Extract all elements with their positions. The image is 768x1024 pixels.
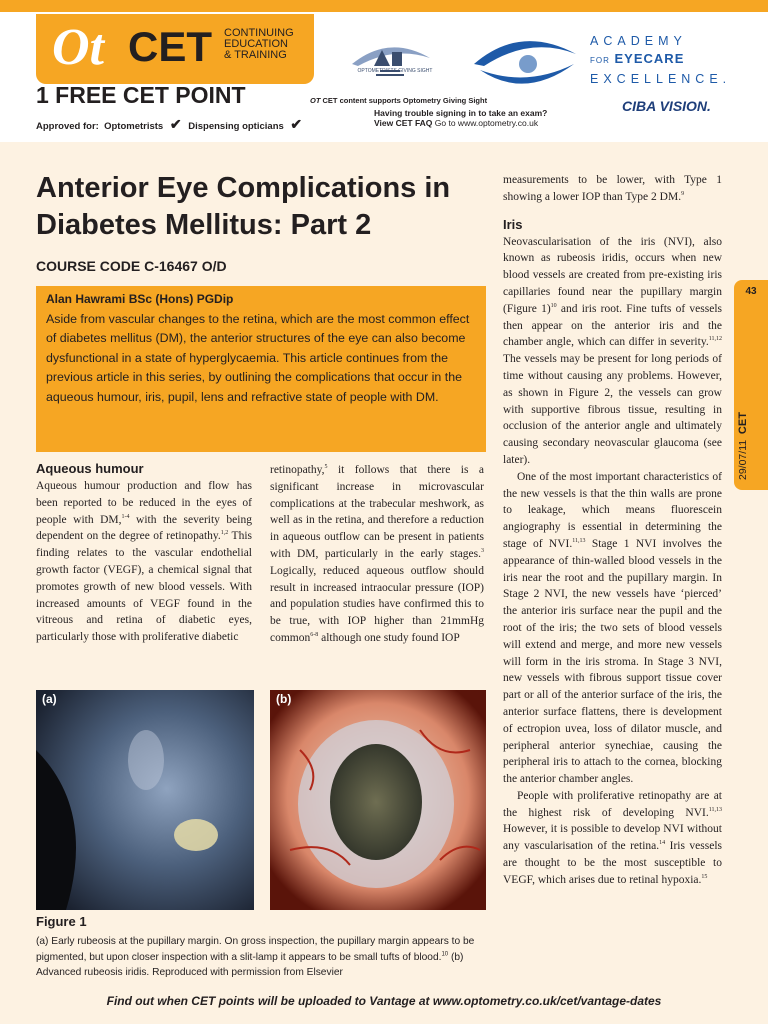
figure-caption: (a) Early rubeosis at the pupillary margin. On gross inspection, the pupillary margin appears to be pigmented, but upon closer inspection with a slit-lamp it appears to be small tufts of blood.$^{10}$ (b) Advanced rubeosis iridis. Reproduced with permission from Elsevier bbox=[36, 936, 475, 978]
iris-photo-a bbox=[36, 690, 254, 910]
faq-link[interactable]: View CET FAQ bbox=[374, 118, 433, 128]
abstract-box bbox=[36, 286, 486, 452]
academy-for: FOR bbox=[590, 56, 610, 65]
checkmark-icon: ✔ bbox=[290, 116, 303, 132]
approved-optometrists: Optometrists bbox=[104, 121, 164, 132]
aop-caption: OPTOMETRISTS GIVING SIGHT bbox=[357, 68, 433, 74]
free-cet-point: 1 FREE CET POINT bbox=[36, 82, 246, 108]
logo-sub-line: CONTINUING bbox=[224, 27, 294, 39]
section-heading-aqueous: Aqueous humour bbox=[36, 461, 144, 476]
logo-cet: CET bbox=[128, 23, 212, 70]
figure-label-a: (a) bbox=[42, 692, 57, 706]
top-strip bbox=[0, 0, 768, 12]
aop-logo-icon bbox=[344, 36, 434, 88]
paragraph: Aqueous humour production and flow has been reported to be reduced in the eyes of people with DM,$^{1-4}$ with the severity being dependent on the degree of retinopathy.$^{1,2}$ This finding relates to the vascular endothelial growth factor (VEGF), a chemical signal that promotes growth of new blood vessels. With increased amounts of VEGF found in the vitreous and retina of diabetic eyes, particularly those with proliferative diabetic bbox=[36, 480, 252, 644]
academy-line-3: EXCELLENCE. bbox=[590, 72, 732, 86]
logo-ot: Ot bbox=[52, 19, 104, 76]
iris-photo-b bbox=[270, 690, 486, 910]
text-column-2 bbox=[270, 462, 484, 647]
cet-faq-note bbox=[374, 108, 547, 128]
footer-vantage-note[interactable]: Find out when CET points will be uploaded to Vantage at www.optometry.co.uk/cet/vantage-dates bbox=[106, 994, 662, 1008]
faq-url[interactable]: Go to www.optometry.co.uk bbox=[432, 118, 539, 128]
trouble-line: Having trouble signing in to take an exam? bbox=[374, 108, 548, 118]
approved-for bbox=[36, 116, 306, 133]
academy-line-1: ACADEMY bbox=[590, 34, 687, 48]
side-date-label: 29/07/11 CET bbox=[737, 412, 749, 480]
figure-1a-image bbox=[36, 690, 254, 910]
figure-title: Figure 1 bbox=[36, 914, 87, 929]
logo-subtitle bbox=[224, 28, 294, 61]
course-code: COURSE CODE C-16467 O/D bbox=[36, 258, 227, 274]
approved-label: Approved for: bbox=[36, 121, 99, 132]
approved-dispensing: Dispensing opticians bbox=[188, 121, 284, 132]
paragraph: measurements to be lower, with Type 1 showing a lower IOP than Type 2 DM.$^9$ bbox=[503, 174, 722, 203]
article-title: Anterior Eye Complications in Diabetes Mellitus: Part 2 bbox=[36, 172, 451, 241]
figure-label-b: (b) bbox=[276, 692, 292, 706]
ot-cet-logo bbox=[36, 14, 314, 84]
eye-swoosh-icon bbox=[470, 30, 580, 92]
paragraph: Neovascularisation of the iris (NVI), also known as rubeosis iridis, occurs when new blood vessels are created from pre-existing iris capillaries found near the pupillary margin (Figure 1)$^{10}$ and iris root. Fine tufts of vessels then appear on the anterior iris and the chamber angle, which can differ in severity.$^{11,12}$ The vessels may be present for long periods of time without causing any problems. However, as shown in Figure 2, the vessels can grow with supportive fibrous tissue, resulting in occlusion of the anterior angle and ultimately causing secondary neovascular glaucoma (see later). bbox=[503, 235, 723, 466]
logo-sub-line: EDUCATION bbox=[224, 38, 288, 50]
section-heading-iris: Iris bbox=[503, 216, 523, 232]
supports-text bbox=[310, 96, 487, 105]
logo-sub-line: & TRAINING bbox=[224, 49, 287, 61]
figure-1b-image bbox=[270, 690, 486, 910]
side-tab bbox=[734, 280, 768, 490]
academy-logo bbox=[590, 32, 731, 88]
text-column-3 bbox=[503, 172, 722, 889]
abstract-text: Aside from vascular changes to the retina, which are the most common effect of diabetes mellitus (DM), the anterior structures of the eye can also become dysfunctional in a state of hyperglycaemia. This article continues from the previous article in this series, by outlining the complications that occur in the aqueous humour, iris, pupil, lens and refractive state of people with DM. bbox=[46, 311, 470, 404]
supports-rest: CET content supports Optometry Giving Sight bbox=[320, 96, 488, 105]
paragraph: One of the most important characteristics of the new vessels is that the thin walls are prone to leakage, which means fluorescein angiography is essential in determining the stage of NVI.$^{11,13}$ Stage 1 NVI involves the appearance of thin-walled blood vessels in the iris near the root and the pupillary margin. In Stage 2 NVI, the new vessels have ‘pierced’ the anterior iris surface near the pupil and the root of the iris; the two sets of blood vessels will extend and merge, and more new vessels will form in the iris stroma. In Stage 3 NVI, new vessels with fibrous support tissue cover part or all of the anterior surface of the iris, the anterior surface flattens, there is development of ectropion uvea, loss of dilator muscle, and peripheral anterior synechiae, causing the peripheral iris to attach to the cornea, blocking the anterior chamber angles. bbox=[503, 470, 722, 786]
ciba-vision-logo: CIBA VISION. bbox=[622, 98, 711, 114]
text-column-1 bbox=[36, 460, 252, 646]
page-number: 43 bbox=[745, 286, 757, 297]
author-name: Alan Hawrami BSc (Hons) PGDip bbox=[46, 292, 234, 306]
header bbox=[0, 12, 768, 142]
supports-ot: OT bbox=[310, 96, 321, 105]
paragraph: retinopathy,$^5$ it follows that there is a significant increase in microvascular complications at the trabecular meshwork, as well as in the retina, and therefore a reduction in aqueous outflow can be present in patients with DM, particularly in the early stages.$^3$ Logically, reduced aqueous outflow should result in increased intraocular pressure (IOP) and population studies have confirmed this to be true, with IOP higher than 21mmHg common$^{6-8}$ although one study found IOP bbox=[270, 464, 484, 644]
checkmark-icon: ✔ bbox=[169, 116, 182, 132]
academy-line-2: EYECARE bbox=[614, 51, 685, 66]
paragraph: People with proliferative retinopathy are at the highest risk of developing NVI.$^{11,13}$ However, it is possible to develop NVI without any vascularisation of the retina.$^{14}$ Iris vessels are thought to be the most susceptible to VEGF, which arises due to retinal hypoxia.$^{15}$ bbox=[503, 789, 722, 886]
